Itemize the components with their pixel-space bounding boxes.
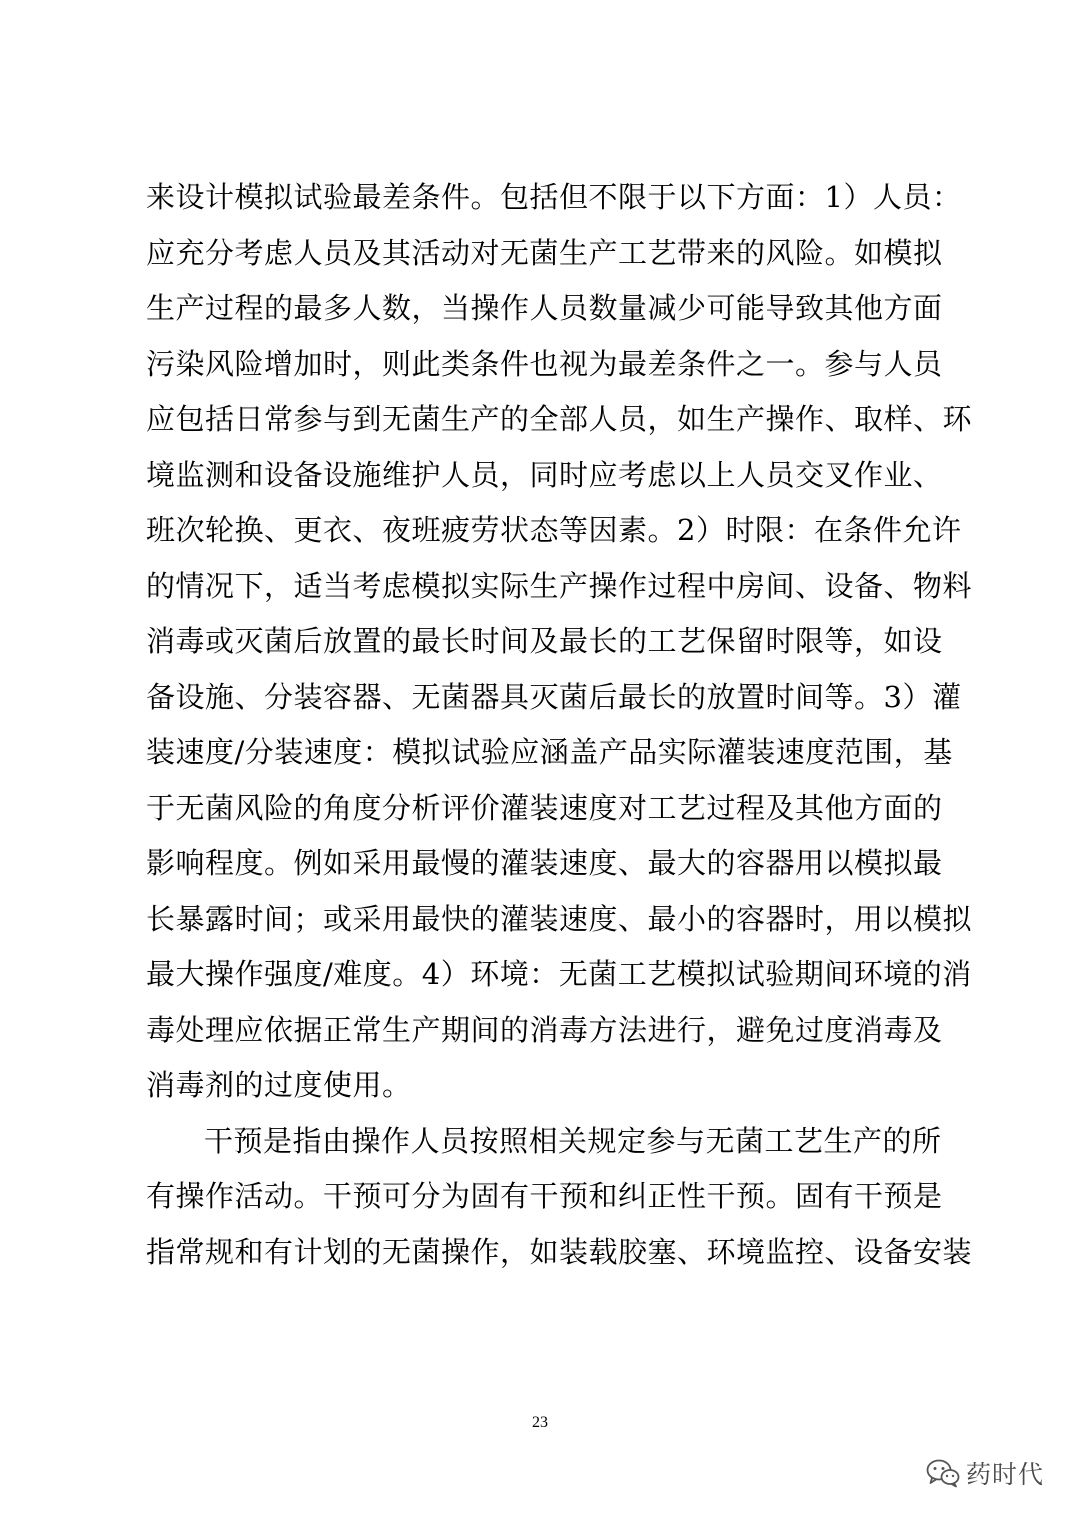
text-line: 消毒剂的过度使用。 <box>146 1068 412 1102</box>
text-line: 来设计模拟试验最差条件。包括但不限于以下方面：1）人员： <box>146 180 962 214</box>
text-line: 应充分考虑人员及其活动对无菌生产工艺带来的风险。如模拟 <box>146 235 943 270</box>
paragraph-2 <box>146 1114 973 1281</box>
text-line: 境监测和设备设施维护人员，同时应考虑以上人员交叉作业、 <box>146 457 943 492</box>
text-line: 的情况下，适当考虑模拟实际生产操作过程中房间、设备、物料 <box>146 568 973 603</box>
text-line: 消毒或灭菌后放置的最长时间及最长的工艺保留时限等，如设 <box>146 624 943 658</box>
text-line: 影响程度。例如采用最慢的灌装速度、最大的容器用以模拟最 <box>146 846 943 880</box>
watermark-text: 药时代 <box>966 1460 1045 1489</box>
text-line: 干预是指由操作人员按照相关规定参与无菌工艺生产的所 <box>204 1123 942 1158</box>
text-line: 有操作活动。干预可分为固有干预和纠正性干预。固有干预是 <box>146 1179 943 1213</box>
text-line: 于无菌风险的角度分析评价灌装速度对工艺过程及其他方面的 <box>146 790 943 825</box>
text-line: 长暴露时间；或采用最快的灌装速度、最小的容器时，用以模拟 <box>146 901 973 936</box>
text-line: 班次轮换、更衣、夜班疲劳状态等因素。2）时限：在条件允许 <box>146 513 962 547</box>
text-line: 污染风险增加时，则此类条件也视为最差条件之一。参与人员 <box>146 346 943 381</box>
page-number: 23 <box>532 1414 548 1431</box>
text-line: 生产过程的最多人数，当操作人员数量减少可能导致其他方面 <box>146 291 943 325</box>
text-line: 备设施、分装容器、无菌器具灭菌后最长的放置时间等。3）灌 <box>146 679 962 714</box>
text-line: 指常规和有计划的无菌操作，如装载胶塞、环境监控、设备安装 <box>146 1234 973 1269</box>
document-body <box>146 170 973 1280</box>
text-line: 装速度/分装速度：模拟试验应涵盖产品实际灌装速度范围，基 <box>146 735 953 769</box>
text-line: 毒处理应依据正常生产期间的消毒方法进行，避免过度消毒及 <box>146 1012 943 1047</box>
paragraph-1 <box>146 170 973 1114</box>
wechat-icon <box>926 1458 960 1488</box>
text-line: 应包括日常参与到无菌生产的全部人员，如生产操作、取样、环 <box>146 402 973 436</box>
text-line: 最大操作强度/难度。4）环境：无菌工艺模拟试验期间环境的消 <box>146 957 972 991</box>
watermark <box>926 1453 1044 1493</box>
